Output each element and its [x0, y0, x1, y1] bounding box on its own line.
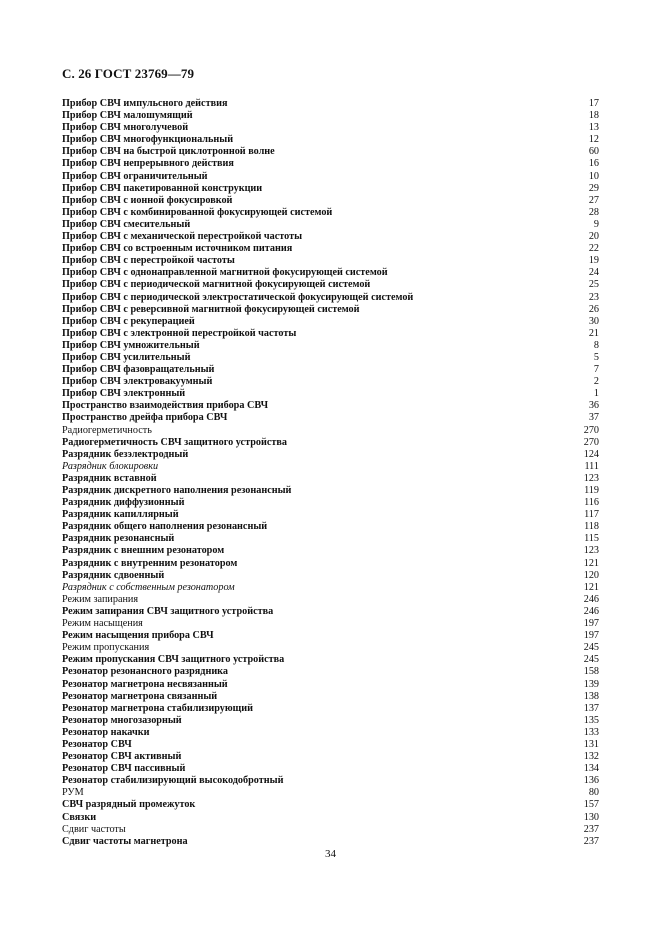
index-term: Прибор СВЧ с периодической электростатической фокусирующей системой [62, 291, 414, 303]
index-page-ref: 16 [588, 158, 599, 170]
index-entry [62, 533, 599, 545]
index-entry [62, 183, 599, 195]
index-term: Резонатор накачки [62, 726, 150, 738]
index-term: Прибор СВЧ импульсного действия [62, 98, 228, 109]
index-entry [62, 122, 599, 134]
index-page-ref: 121 [583, 581, 599, 593]
index-page-ref: 158 [583, 666, 599, 678]
index-entry [62, 98, 599, 110]
index-term: Сдвиг частоты магнетрона [62, 835, 188, 847]
index-page-ref: 246 [583, 593, 599, 605]
index-page-ref: 111 [584, 460, 599, 472]
index-page-ref: 131 [583, 738, 599, 750]
index-term: Прибор СВЧ электронный [62, 388, 186, 400]
index-page-ref: 80 [588, 787, 599, 799]
index-entry [62, 412, 599, 424]
index-term: Разрядник резонансный [62, 533, 175, 545]
index-term: Резонатор многозазорный [62, 714, 182, 726]
index-entry [62, 110, 599, 122]
index-page-ref: 1 [593, 388, 599, 400]
index-page-ref: 18 [588, 110, 599, 122]
index-term: Прибор СВЧ электровакуумный [62, 376, 213, 388]
index-entry [62, 739, 599, 751]
index-page-ref: 124 [583, 448, 599, 460]
index-term: Резонатор магнетрона связанный [62, 690, 218, 702]
index-entry [62, 545, 599, 557]
index-term: РУМ [62, 787, 84, 799]
index-page-ref: 123 [583, 472, 599, 484]
index-entry [62, 775, 599, 787]
index-entry [62, 352, 599, 364]
index-term: Разрядник капиллярный [62, 509, 179, 521]
index-entry [62, 606, 599, 618]
index-page-ref: 19 [588, 255, 599, 267]
index-entry [62, 316, 599, 328]
index-entry [62, 570, 599, 582]
index-entry [62, 231, 599, 243]
index-term: Режим пропускания [62, 642, 150, 654]
index-term: Прибор СВЧ со встроенным источником питания [62, 243, 293, 255]
index-entry [62, 666, 599, 678]
index-page-ref: 24 [588, 267, 599, 279]
index-entry [62, 292, 599, 304]
index-page-ref: 118 [584, 521, 599, 533]
index-entry [62, 594, 599, 606]
index-page-ref: 139 [583, 678, 599, 690]
index-page-ref: 197 [583, 630, 599, 642]
index-page-ref: 13 [588, 122, 599, 134]
index-entry [62, 582, 599, 594]
index-entry [62, 509, 599, 521]
index-entry [62, 763, 599, 775]
index-entry [62, 679, 599, 691]
index-entry [62, 473, 599, 485]
index-page-ref: 237 [583, 835, 599, 847]
index-entry [62, 630, 599, 642]
index-term: Прибор СВЧ пакетированной конструкции [62, 182, 263, 194]
index-entry [62, 340, 599, 352]
term-index-list [62, 98, 599, 848]
index-entry [62, 267, 599, 279]
index-page-ref: 22 [588, 243, 599, 255]
index-page-ref: 270 [583, 424, 599, 436]
index-term: Прибор СВЧ с реверсивной магнитной фокусирующей системой [62, 303, 360, 315]
index-entry [62, 328, 599, 340]
index-entry [62, 836, 599, 848]
index-page-ref: 10 [588, 170, 599, 182]
index-page-ref: 20 [588, 231, 599, 243]
index-term: Резонатор СВЧ [62, 738, 132, 750]
index-page-ref: 123 [583, 545, 599, 557]
index-entry [62, 146, 599, 158]
index-page-ref: 60 [588, 146, 599, 158]
index-term: Прибор СВЧ малошумящий [62, 110, 193, 122]
index-page-ref: 17 [588, 98, 599, 109]
page-number: 34 [325, 848, 336, 860]
index-page-ref: 30 [588, 315, 599, 327]
index-page-ref: 2 [593, 376, 599, 388]
index-entry [62, 787, 599, 799]
index-page-ref: 133 [583, 726, 599, 738]
index-term: Прибор СВЧ многолучевой [62, 122, 189, 134]
index-page-ref: 12 [588, 134, 599, 146]
index-term: Пространство дрейфа прибора СВЧ [62, 412, 228, 424]
index-page-ref: 27 [588, 194, 599, 206]
index-term: Прибор СВЧ с комбинированной фокусирующей системой [62, 206, 333, 218]
index-page-ref: 138 [583, 690, 599, 702]
index-page-ref: 121 [583, 557, 599, 569]
index-page-ref: 28 [588, 206, 599, 218]
index-page-ref: 246 [583, 605, 599, 617]
index-page-ref: 157 [583, 799, 599, 811]
index-term: Прибор СВЧ умножительный [62, 339, 200, 351]
index-page-ref: 25 [588, 279, 599, 291]
index-term: Разрядник безэлектродный [62, 448, 189, 460]
index-entry [62, 497, 599, 509]
index-term: Прибор СВЧ с ионной фокусировкой [62, 194, 233, 206]
index-page-ref: 135 [583, 714, 599, 726]
index-entry [62, 727, 599, 739]
index-term: Радиогерметичность [62, 424, 152, 436]
index-term: Режим насыщения [62, 618, 143, 630]
index-term: Разрядник блокировки [62, 460, 159, 472]
index-term: Резонатор магнетрона стабилизирующий [62, 702, 254, 714]
index-page-ref: 115 [584, 533, 599, 545]
index-term: Прибор СВЧ с периодической магнитной фокусирующей системой [62, 279, 371, 291]
index-page-ref: 23 [588, 291, 599, 303]
index-term: Резонатор СВЧ пассивный [62, 763, 186, 775]
index-entry [62, 376, 599, 388]
index-term: Прибор СВЧ с однонаправленной магнитной фокусирующей системой [62, 267, 388, 279]
index-page-ref: 29 [588, 182, 599, 194]
index-term: Резонатор СВЧ активный [62, 751, 182, 763]
index-page-ref: 36 [588, 400, 599, 412]
index-page-ref: 132 [583, 751, 599, 763]
index-entry [62, 134, 599, 146]
index-entry [62, 558, 599, 570]
index-page-ref: 134 [583, 763, 599, 775]
index-term: Пространство взаимодействия прибора СВЧ [62, 400, 269, 412]
index-term: Прибор СВЧ непрерывного действия [62, 158, 234, 170]
index-entry [62, 425, 599, 437]
index-term: СВЧ разрядный промежуток [62, 799, 196, 811]
index-page-ref: 245 [583, 654, 599, 666]
index-page-ref: 120 [583, 569, 599, 581]
index-page-ref: 9 [593, 218, 599, 230]
index-page-ref: 137 [583, 702, 599, 714]
index-page-ref: 136 [583, 775, 599, 787]
index-entry [62, 521, 599, 533]
index-entry [62, 654, 599, 666]
index-entry [62, 618, 599, 630]
index-term: Разрядник диффузионный [62, 497, 185, 509]
index-entry [62, 219, 599, 231]
index-page-ref: 270 [583, 436, 599, 448]
index-entry [62, 195, 599, 207]
index-term: Прибор СВЧ усилительный [62, 351, 191, 363]
index-entry [62, 449, 599, 461]
index-term: Радиогерметичность СВЧ защитного устройства [62, 436, 287, 448]
index-entry [62, 207, 599, 219]
index-entry [62, 388, 599, 400]
index-term: Разрядник сдвоенный [62, 569, 165, 581]
index-entry [62, 485, 599, 497]
index-term: Разрядник с внутренним резонатором [62, 557, 238, 569]
index-term: Разрядник с собственным резонатором [62, 581, 235, 593]
index-entry [62, 799, 599, 811]
index-term: Разрядник дискретного наполнения резонансный [62, 485, 292, 496]
index-term: Прибор СВЧ на быстрой циклотронной волне [62, 146, 275, 158]
index-page-ref: 130 [583, 811, 599, 823]
index-entry [62, 255, 599, 267]
index-page-ref: 245 [583, 642, 599, 654]
index-page-ref: 26 [588, 303, 599, 315]
index-entry [62, 437, 599, 449]
index-term: Прибор СВЧ смесительный [62, 218, 191, 230]
index-page-ref: 116 [584, 497, 599, 509]
index-term: Резонатор резонансного разрядника [62, 666, 228, 678]
index-entry [62, 171, 599, 183]
index-term: Резонатор стабилизирующий высокодобротный [62, 775, 284, 787]
index-term: Связки [62, 811, 97, 823]
index-entry [62, 751, 599, 763]
index-term: Разрядник с внешним резонатором [62, 545, 225, 557]
index-entry [62, 715, 599, 727]
index-page-ref: 197 [583, 618, 599, 630]
index-page-ref: 8 [593, 339, 599, 351]
index-term: Прибор СВЧ многофункциональный [62, 134, 234, 146]
index-term: Режим запирания [62, 593, 139, 605]
index-term: Прибор СВЧ с электронной перестройкой частоты [62, 327, 297, 339]
index-term: Прибор СВЧ фазовращательный [62, 364, 215, 376]
index-term: Прибор СВЧ с перестройкой частоты [62, 255, 235, 267]
index-entry [62, 243, 599, 255]
index-page-ref: 21 [588, 327, 599, 339]
index-term: Разрядник общего наполнения резонансный [62, 521, 268, 533]
index-term: Режим пропускания СВЧ защитного устройства [62, 654, 285, 666]
index-page-ref: 5 [593, 351, 599, 363]
index-term: Сдвиг частоты [62, 823, 126, 835]
index-entry [62, 400, 599, 412]
index-term: Режим насыщения прибора СВЧ [62, 630, 214, 642]
index-page-ref: 7 [593, 364, 599, 376]
index-term: Прибор СВЧ с механической перестройкой частоты [62, 231, 303, 243]
index-entry [62, 461, 599, 473]
index-page-ref: 37 [588, 412, 599, 424]
index-entry [62, 691, 599, 703]
index-entry [62, 364, 599, 376]
index-term: Прибор СВЧ ограничительный [62, 170, 208, 182]
index-term: Разрядник вставной [62, 472, 157, 484]
index-entry [62, 824, 599, 836]
index-term: Резонатор магнетрона несвязанный [62, 678, 228, 690]
index-page-ref: 119 [584, 485, 599, 496]
index-term: Прибор СВЧ с рекуперацией [62, 315, 195, 327]
page-header: С. 26 ГОСТ 23769—79 [62, 66, 195, 81]
index-entry [62, 304, 599, 316]
index-entry [62, 642, 599, 654]
index-entry [62, 703, 599, 715]
index-page-ref: 117 [584, 509, 599, 521]
index-page-ref: 237 [583, 823, 599, 835]
index-entry [62, 158, 599, 170]
index-entry [62, 812, 599, 824]
index-entry [62, 279, 599, 291]
index-term: Режим запирания СВЧ защитного устройства [62, 605, 274, 617]
